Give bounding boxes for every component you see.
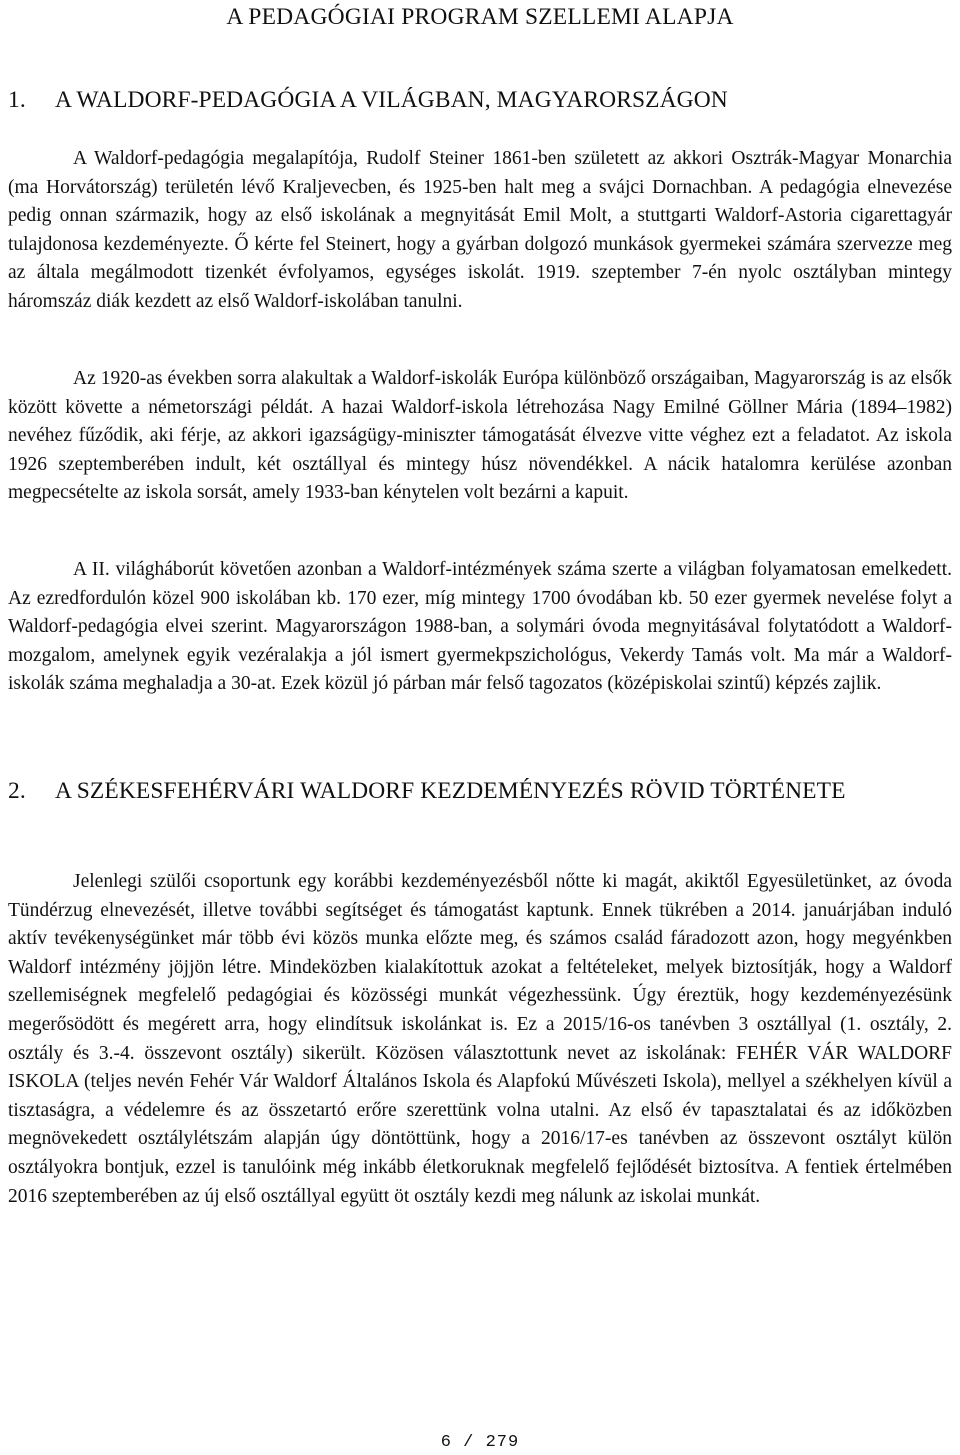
paragraph-hungarian-waldorf-history: Az 1920-as években sorra alakultak a Waldorf-iskolák Európa különböző országaiban, Magyarország is az elsők között követte a németországi példát. A hazai Waldorf-iskola létrehozása Nagy Emilné Göllner Mária (1894–1982) nevéhez fűződik, aki férje, az akkori igazságügy-miniszter támogatását élvezve vitte véghez ezt a feladatot. Az iskola 1926 szeptemberében indult, két osztállyal és mintegy húsz növendékkel. A nácik hatalomra kerülése azonban megpecsételte az iskola sorsát, amely 1933-ban kénytelen volt bezárni a kapuit. [8,368,952,504]
section-heading-2 [8,774,952,808]
page-indicator: 6 / 279 [440,1433,520,1452]
section-heading-1 [8,83,952,117]
section-title-2: A SZÉKESFEHÉRVÁRI WALDORF KEZDEMÉNYEZÉS RÖVID TÖRTÉNETE [55,778,846,804]
page-title: A PEDAGÓGIAI PROGRAM SZELLEMI ALAPJA [226,4,734,30]
section-number-1: 1. [8,87,26,113]
section-title-1: A WALDORF-PEDAGÓGIA A VILÁGBAN, MAGYARORSZÁGON [55,87,728,113]
paragraph-waldorf-founding: A Waldorf-pedagógia megalapítója, Rudolf Steiner 1861-ben született az akkori Osztrák-Magyar Monarchia (ma Horvátország) területén lévő Kraljevecben, és 1925-ben halt meg a svájci Dornachban. A pedagógia elnevezése pedig onnan származik, hogy az első iskolának a megnyitását Emil Molt, a stuttgarti Waldorf-Astoria cigarettagyár tulajdonosa kezdeményezte. Ő kérte fel Steinert, hogy a gyárban dolgozó munkások gyermekei számára szervezze meg az általa megálmodott tizenkét évfolyamos, egységes iskolát. 1919. szeptember 7-én nyolc osztályban mintegy háromszáz diák kezdett az első Waldorf-iskolában tanulni. [8,148,952,312]
paragraph-postwar-growth: A II. világháborút követően azonban a Waldorf-intézmények száma szerte a világban folyamatosan emelkedett. Az ezredfordulón közel 900 iskolában kb. 170 ezer, míg mintegy 1700 óvodában kb. 50 ezer gyermek nevelése folyt a Waldorf-pedagógia elvei szerint. Magyarországon 1988-ban, a solymári óvoda megnyitásával folytatódott a Waldorf-mozgalom, amelynek egyik vezéralakja a jól ismert gyermekpszichológus, Vekerdy Tamás volt. Ma már a Waldorf-iskolák száma meghaladja a 30-at. Ezek közül jó párban már felső tagozatos (középiskolai szintű) képzés zajlik. [8,559,952,695]
paragraph-szekesfehervar-history: Jelenlegi szülői csoportunk egy korábbi kezdeményezésből nőtte ki magát, akiktől Egyesületünket, az óvoda Tündérzug elnevezését, illetve további segítséget és támogatást kaptunk. Ennek tükrében a 2014. januárjában induló aktív tevékenységünket már több évi közös munka előzte meg, és számos család fáradozott azon, hogy megyénkben Waldorf intézmény jöjjön létre. Mindeközben kialakítottuk azokat a feltételeket, melyek biztosítják, hogy a Waldorf szellemiségnek megfelelő pedagógiai és közösségi munkát végezhessünk. Úgy éreztük, hogy kezdeményezésünk megerősödött és megérett arra, hogy elindítsuk iskolánkat is. Ez a 2015/16-os tanévben 3 osztállyal (1. osztály, 2. osztály és 3.-4. összevont osztály) sikerült. Közösen választottunk nevet az iskolának: FEHÉR VÁR WALDORF ISKOLA (teljes nevén Fehér Vár Waldorf Általános Iskola és Alapfokú Művészeti Iskola), mellyel a székhelyen kívül a tisztaságra, a védelemre és az összetartó erőre szerettünk volna utalni. Az első év tapasztalatai és az időközben megnövekedett osztálylétszám alapján úgy döntöttünk, hogy a 2016/17-es tanévben az összevont osztályt külön osztályokra bontjuk, ezzel is tanulóink még inkább életkoruknak megfelelő fejlődését biztosítva. A fentiek értelmében 2016 szeptemberében az új első osztállyal együtt öt osztály kezdi meg nálunk az iskolai munkát. [8,871,952,1207]
section-number-2: 2. [8,778,26,804]
